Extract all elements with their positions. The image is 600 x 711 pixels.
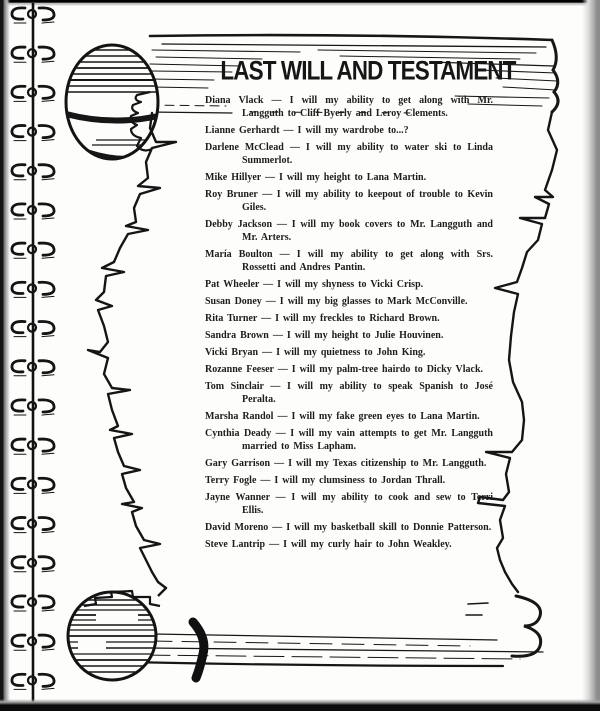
will-entry: Roy Bruner — I will my ability to keepout of trouble to Kevin Giles. bbox=[205, 189, 493, 213]
will-entry: Susan Doney — I will my big glasses to Mark McConville. bbox=[205, 296, 468, 307]
will-entry: Lianne Gerhardt — I will my wardrobe to...? bbox=[205, 125, 409, 136]
will-entry: Mike Hillyer — I will my height to Lana Martin. bbox=[205, 172, 427, 183]
will-entry: Gary Garrison — I will my Texas citizenship to Mr. Langguth. bbox=[205, 458, 487, 469]
will-entry: Rozanne Feeser — I will my palm-tree hairdo to Dicky Vlack. bbox=[205, 364, 484, 375]
will-entries bbox=[205, 94, 493, 555]
will-entry: Sandra Brown — I will my height to Julie Houvinen. bbox=[205, 330, 444, 341]
scroll-bottom-roll bbox=[127, 596, 543, 666]
scroll-left-edge bbox=[88, 113, 176, 588]
will-entry: Jayne Wanner — I will my ability to cook and sew to Terri Ellis. bbox=[205, 492, 493, 516]
will-entry: Tom Sinclair — I will my ability to speak Spanish to José Peralta. bbox=[205, 381, 493, 405]
will-entry: Pat Wheeler — I will my shyness to Vicki Crisp. bbox=[205, 279, 424, 290]
will-entry: Vicki Bryan — I will my quietness to John King. bbox=[205, 347, 426, 358]
will-entry: Terry Fogle — I will my clumsiness to Jordan Thrall. bbox=[205, 475, 446, 486]
will-entry: Debby Jackson — I will my book covers to Mr. Langguth and Mr. Arters. bbox=[205, 219, 493, 243]
will-entry: Diana Vlack — I will my ability to get along with Mr. Langguth to Cliff Byerly and Leroy Clements. bbox=[205, 95, 493, 119]
scroll-top-curl bbox=[62, 45, 162, 159]
will-entry: Steve Lantrip — I will my curly hair to John Weakley. bbox=[205, 539, 452, 550]
will-entry: Rita Turner — I will my freckles to Richard Brown. bbox=[205, 313, 440, 324]
will-entry: María Boulton — I will my ability to get along with Srs. Rossetti and Andres Pantin. bbox=[205, 249, 493, 273]
will-entry: David Moreno — I will my basketball skill to Donnie Patterson. bbox=[205, 522, 492, 533]
will-entry: Darlene McClead — I will my ability to water ski to Linda Summerlot. bbox=[205, 142, 493, 166]
will-entry: Cynthia Deady — I will my vain attempts to get Mr. Langguth married to Miss Lapham. bbox=[205, 428, 493, 452]
will-entry: Marsha Randol — I will my fake green eyes to Lana Martin. bbox=[205, 411, 480, 422]
spiral-binding bbox=[12, 0, 54, 711]
page-title: LAST WILL AND TESTAMENT bbox=[220, 56, 516, 86]
